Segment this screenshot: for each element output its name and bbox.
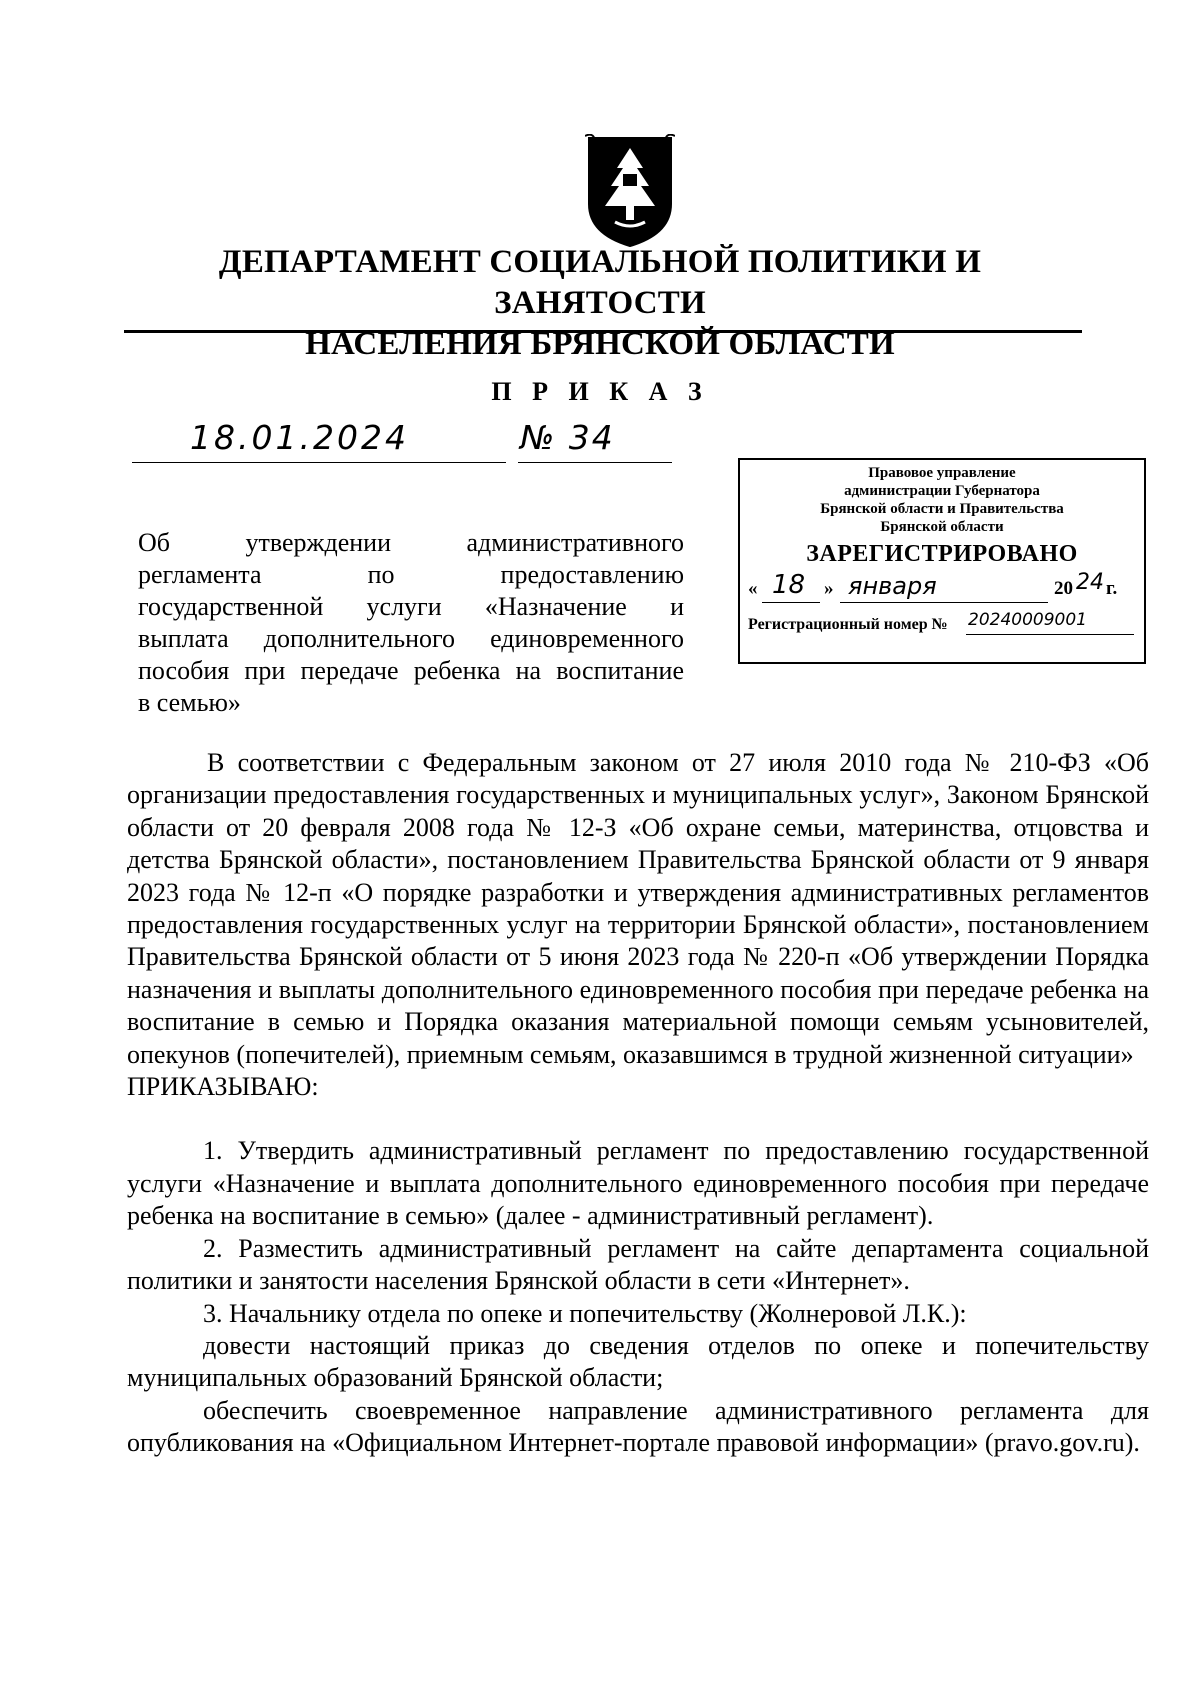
item-3-paragraph: 3. Начальнику отдела по опеке и попечительству (Жолнеровой Л.К.): bbox=[203, 1298, 967, 1328]
stamp-year-mark: г. bbox=[1106, 578, 1118, 599]
department-line-1: ДЕПАРТАМЕНТ СОЦИАЛЬНОЙ ПОЛИТИКИ И ЗАНЯТОСТИ bbox=[218, 244, 982, 321]
stamp-number-row bbox=[740, 608, 1144, 638]
stamp-number-handwritten: 20240009001 bbox=[968, 610, 1087, 630]
stamp-organization bbox=[740, 464, 1144, 536]
stamp-year-handwritten: 24 bbox=[1076, 570, 1104, 595]
order-body bbox=[127, 747, 1149, 1460]
order-subject bbox=[138, 527, 684, 719]
stamp-org-line-1: Правовое управление bbox=[868, 465, 1016, 481]
order-title: П Р И К А З bbox=[491, 377, 709, 406]
subject-line-2: регламента по предоставлению bbox=[138, 560, 684, 589]
order-word: ПРИКАЗЫВАЮ: bbox=[127, 1072, 319, 1102]
stamp-year-prefix: 20 bbox=[1054, 578, 1073, 599]
stamp-number-label: Регистрационный номер № bbox=[748, 616, 948, 633]
stamp-month-underline bbox=[840, 602, 1048, 603]
bryansk-coat-of-arms-icon bbox=[585, 134, 675, 250]
preamble-paragraph: В соответствии с Федеральным законом от 27 июля 2010 года № 210-ФЗ «Об организации предоставления государственных и муниципальных услуг», Законом Брянской области от 20 февраля 2008 года № 12-З «Об охране семьи, материнства, отцовства и детства Брянской области», постановлением Правительства Брянской области от 9 января 2023 года № 12-п «О порядке разработки и утверждения административных регламентов предоставления государственных услуг на территории Брянской области», постановлением Правительства Брянской области от 5 июня 2023 года № 220-п «Об утверждении Порядка назначения и выплаты дополнительного единовременного пособия при передаче ребенка на воспитание в семью и Порядка оказания материальной помощи семьям усыновителей, опекунов (попечителей), приемным семьям, оказавшимся в трудной жизненной ситуации» bbox=[127, 748, 1149, 1069]
order-number-handwritten: № 34 bbox=[520, 418, 615, 457]
item-3a-paragraph: довести настоящий приказ до сведения отделов по опеке и попечительству муниципальных образований Брянской области; bbox=[127, 1330, 1149, 1393]
stamp-registered: ЗАРЕГИСТРИРОВАНО bbox=[806, 541, 1078, 567]
stamp-org-line-2: администрации Губернатора bbox=[844, 483, 1040, 499]
subject-line-3: государственной услуги «Назначение и bbox=[138, 592, 684, 621]
item-1-paragraph: 1. Утвердить административный регламент по предоставлению государственной услуги «Назначение и выплата дополнительного единовременного пособия при передаче ребенка на воспитание в семью» (далее - административный регламент). bbox=[127, 1136, 1149, 1231]
registration-stamp bbox=[738, 458, 1146, 664]
item-3b-paragraph: обеспечить своевременное направление административного регламента для опубликования на «Официальном Интернет-портале правовой информации» (pravo.gov.ru). bbox=[127, 1395, 1149, 1458]
subject-line-4: выплата дополнительного единовременного bbox=[138, 624, 684, 653]
stamp-open-quote: « bbox=[748, 578, 758, 599]
stamp-org-line-4: Брянской области bbox=[880, 519, 1004, 535]
order-date-handwritten: 18.01.2024 bbox=[190, 418, 409, 457]
stamp-day-underline bbox=[762, 602, 820, 603]
department-name bbox=[120, 242, 1080, 365]
spacer bbox=[127, 1103, 1149, 1135]
header-divider bbox=[124, 330, 1082, 333]
order-number-underline bbox=[518, 462, 672, 463]
stamp-org-line-3: Брянской области и Правительства bbox=[820, 501, 1064, 517]
stamp-month-handwritten: января bbox=[848, 572, 937, 600]
stamp-number-underline bbox=[966, 634, 1134, 635]
subject-line-6: в семью» bbox=[138, 688, 241, 717]
stamp-date-row bbox=[740, 568, 1144, 608]
department-line-2: НАСЕЛЕНИЯ БРЯНСКОЙ ОБЛАСТИ bbox=[305, 326, 895, 362]
stamp-close-quote: » bbox=[824, 578, 834, 599]
stamp-day-handwritten: 18 bbox=[772, 570, 806, 600]
subject-line-5: пособия при передаче ребенка на воспитание bbox=[138, 656, 684, 685]
item-2-paragraph: 2. Разместить административный регламент на сайте департамента социальной политики и занятости населения Брянской области в сети «Интернет». bbox=[127, 1233, 1149, 1296]
order-date-underline bbox=[132, 462, 506, 463]
subject-line-1: Об утверждении административного bbox=[138, 528, 684, 557]
